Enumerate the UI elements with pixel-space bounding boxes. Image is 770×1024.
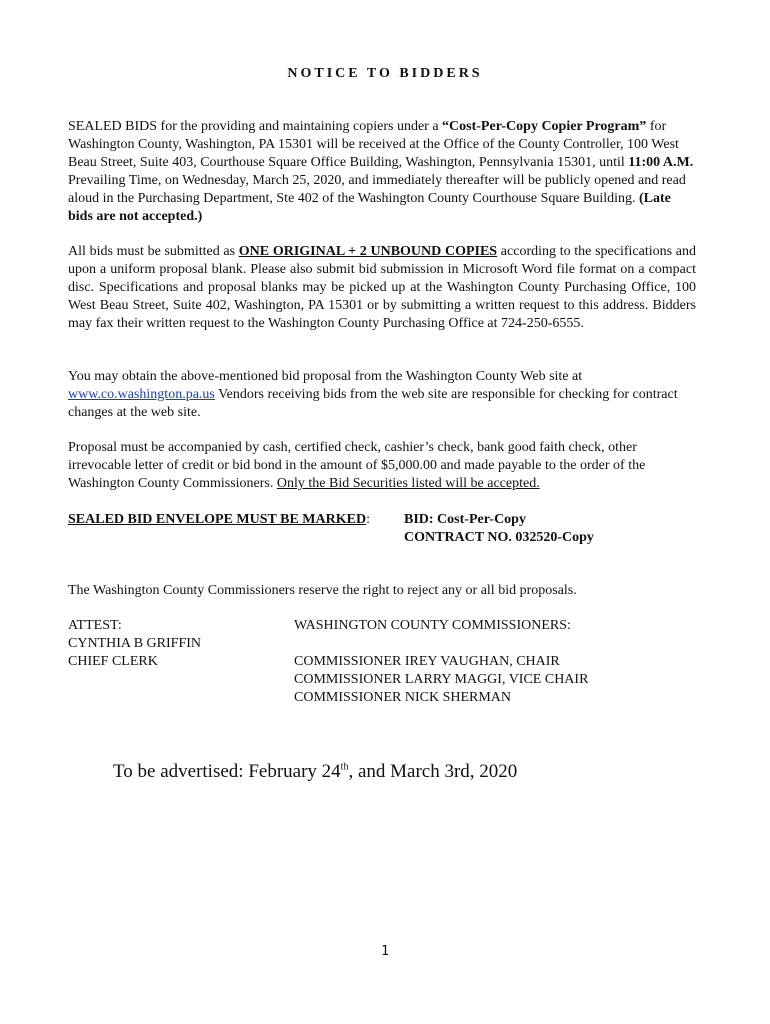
paragraph-submission bbox=[68, 243, 696, 333]
program-name: “Cost-Per-Copy Copier Program” bbox=[442, 119, 647, 134]
reserve-statement: The Washington County Commissioners reserve the right to reject any or all bid proposals. bbox=[68, 583, 577, 598]
paragraph-website bbox=[68, 368, 696, 422]
commissioners-list bbox=[294, 653, 588, 707]
envelope-bid: BID: Cost-Per-Copy bbox=[404, 512, 526, 527]
deadline-time: 11:00 A.M. bbox=[628, 155, 694, 170]
p3-text-2: Vendors receiving bids from the web site are responsible for checking for contract changes at the web site. bbox=[68, 387, 678, 420]
attest-label: ATTEST: bbox=[68, 618, 122, 633]
commissioner-vice-chair: COMMISSIONER LARRY MAGGI, VICE CHAIR bbox=[294, 672, 589, 687]
envelope-colon: : bbox=[366, 512, 370, 527]
p1-text-1: SEALED BIDS for the providing and maintaining copiers under a bbox=[68, 119, 443, 134]
envelope-label: SEALED BID ENVELOPE MUST BE MARKED bbox=[68, 512, 367, 527]
county-website-link[interactable]: www.co.washington.pa.us bbox=[68, 387, 215, 402]
commissioners-heading: WASHINGTON COUNTY COMMISSIONERS: bbox=[294, 618, 571, 633]
attest-name: CYNTHIA B GRIFFIN bbox=[68, 636, 202, 651]
advert-text-2: , and March 3rd, 2020 bbox=[348, 761, 518, 782]
p1-text-2: for Washington County, Washington, PA 15301 will be received at the Office of the County Controller, 100 West Beau Street, Suite 403, Courthouse Square Office Building, Washington, Pennsylvania 15301, until bbox=[68, 119, 679, 170]
securities-note: Only the Bid Securities listed will be accepted. bbox=[276, 476, 540, 491]
advert-superscript: th bbox=[340, 761, 349, 773]
envelope-contract: CONTRACT NO. 032520-Copy bbox=[404, 530, 594, 545]
advert-text-1: To be advertised: February 24 bbox=[113, 761, 341, 782]
paragraph-sealed-bids bbox=[68, 118, 696, 226]
commissioner-member: COMMISSIONER NICK SHERMAN bbox=[294, 690, 512, 705]
p3-text-1: You may obtain the above-mentioned bid proposal from the Washington County Web site at bbox=[68, 369, 583, 384]
commissioner-chair: COMMISSIONER IREY VAUGHAN, CHAIR bbox=[294, 654, 560, 669]
attest-block bbox=[68, 617, 201, 671]
attest-title: CHIEF CLERK bbox=[68, 654, 158, 669]
p2-text-2: according to the specifications and upon a uniform proposal blank. Please also submit bid submission in Microsoft Word file format on a compact disc. Specifications and proposal blanks may be picked up at the Washington County Purchasing Office, 100 West Beau Street, Suite 402, Washington, PA 15301 or by submitting a written request to this address. Bidders may fax their written request to the Washington County Purchasing Office at 724-250-6555. bbox=[68, 244, 696, 331]
p1-text-3: Prevailing Time, on Wednesday, March 25, 2020, and immediately thereafter will be publicly opened and read aloud in the Purchasing Department, Ste 402 of the Washington County Courthouse Square Building. bbox=[68, 173, 686, 206]
page-number: 1 bbox=[381, 944, 389, 959]
notice-title: NOTICE TO BIDDERS bbox=[287, 66, 483, 81]
copies-requirement: ONE ORIGINAL + 2 UNBOUND COPIES bbox=[238, 244, 498, 259]
paragraph-security bbox=[68, 439, 696, 493]
advertise-dates bbox=[113, 761, 517, 783]
late-bids-note: (Late bids are not accepted.) bbox=[68, 191, 671, 224]
p4-text-1: Proposal must be accompanied by cash, certified check, cashier’s check, bank good faith check, other irrevocable letter of credit or bid bond in the amount of $5,000.00 and made payable to the order of the Washington County Commissioners. bbox=[68, 440, 646, 491]
p2-text-1: All bids must be submitted as bbox=[68, 244, 239, 259]
